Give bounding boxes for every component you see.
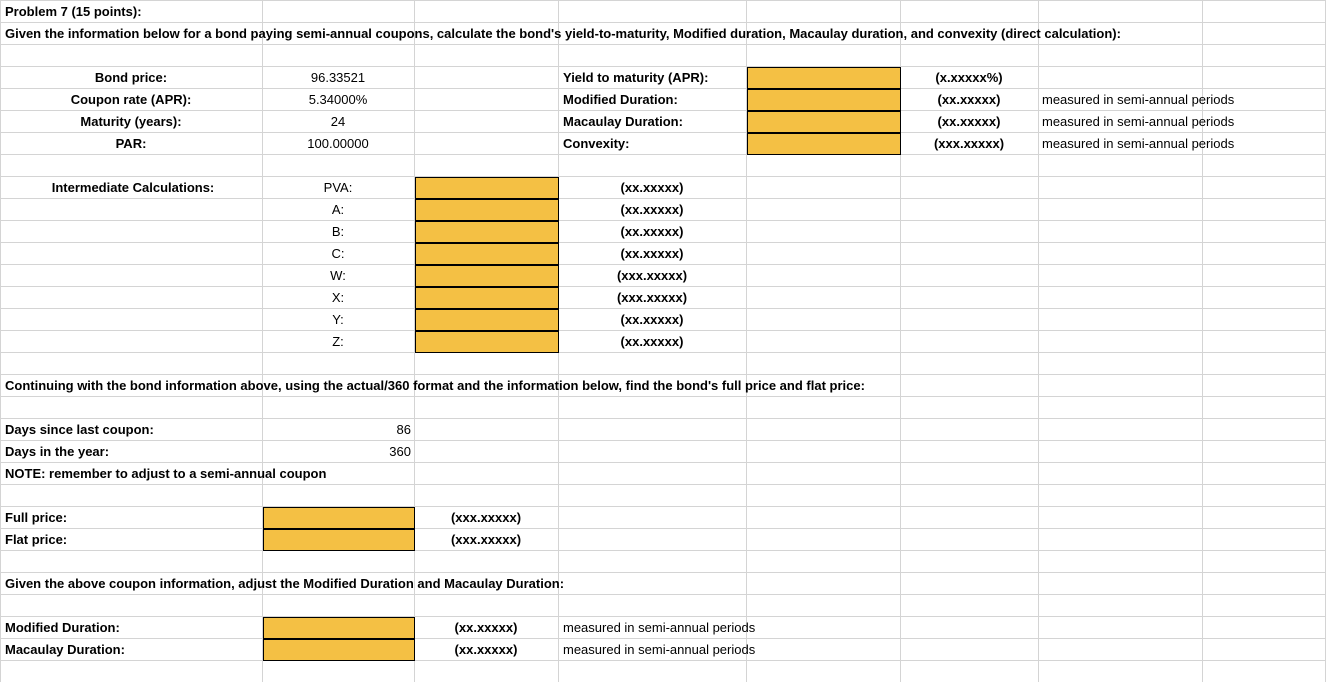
instructions: Given the information below for a bond paying semi-annual coupons, calculate the bond's yield-to-maturity, Modified duration, Macaulay duration, and convexity (direct calculation): (5, 26, 1121, 41)
intermediate-format-a: (xx.xxxxx) (620, 202, 684, 217)
intermediate-answer-cell-y[interactable] (415, 309, 559, 331)
convexity-format: (xxx.xxxxx) (933, 136, 1005, 151)
full-price-format: (xxx.xxxxx) (450, 510, 522, 525)
semi-annual-note: measured in semi-annual periods (563, 620, 756, 635)
flat-price-label: Flat price: (5, 532, 68, 547)
intermediate-label-b: B: (331, 224, 345, 239)
intermediate-format-z: (xx.xxxxx) (620, 334, 684, 349)
semi-annual-note: measured in semi-annual periods (1042, 136, 1235, 151)
intermediate-label-c: C: (331, 246, 345, 261)
ytm-answer-cell[interactable] (747, 67, 901, 89)
intermediate-answer-cell-z[interactable] (415, 331, 559, 353)
intermediate-answer-cell-a[interactable] (415, 199, 559, 221)
adjusted-modified-duration-answer-cell[interactable] (263, 617, 415, 639)
bond-price-label: Bond price: (94, 70, 168, 85)
intermediate-label-x: X: (331, 290, 345, 305)
adjusted-instructions: Given the above coupon information, adjust the Modified Duration and Macaulay Duration: (5, 576, 565, 591)
intermediate-label-y: Y: (332, 312, 344, 327)
maturity-value: 24 (330, 114, 346, 129)
adjusted-modified-duration-format: (xx.xxxxx) (454, 620, 518, 635)
intermediate-format-x: (xxx.xxxxx) (616, 290, 688, 305)
intermediate-format-pva: (xx.xxxxx) (620, 180, 684, 195)
ytm-format: (x.xxxxx%) (935, 70, 1003, 85)
modified-duration-answer-cell[interactable] (747, 89, 901, 111)
intermediate-answer-cell-x[interactable] (415, 287, 559, 309)
modified-duration-label: Modified Duration: (563, 92, 678, 107)
semi-annual-note: measured in semi-annual periods (1042, 92, 1235, 107)
column-gridline (1038, 0, 1039, 682)
ytm-label: Yield to maturity (APR): (563, 70, 709, 85)
intermediate-format-y: (xx.xxxxx) (620, 312, 684, 327)
intermediate-format-c: (xx.xxxxx) (620, 246, 684, 261)
intermediate-answer-cell-w[interactable] (415, 265, 559, 287)
days-in-year-label: Days in the year: (5, 444, 110, 459)
intermediate-heading: Intermediate Calculations: (51, 180, 215, 195)
macaulay-duration-label: Macaulay Duration: (563, 114, 683, 129)
intermediate-label-a: A: (331, 202, 345, 217)
full-price-answer-cell[interactable] (263, 507, 415, 529)
problem-title: Problem 7 (15 points): (5, 4, 142, 19)
coupon-rate-label: Coupon rate (APR): (70, 92, 192, 107)
adjusted-macaulay-duration-label: Macaulay Duration: (5, 642, 125, 657)
days-since-coupon-label: Days since last coupon: (5, 422, 154, 437)
semi-annual-adjust-note: NOTE: remember to adjust to a semi-annual coupon (5, 466, 327, 481)
macaulay-duration-format: (xx.xxxxx) (937, 114, 1001, 129)
intermediate-answer-cell-pva[interactable] (415, 177, 559, 199)
par-value: 100.00000 (307, 136, 369, 151)
accrued-instructions: Continuing with the bond information above, using the actual/360 format and the information below, find the bond's full price and flat price: (5, 378, 865, 393)
flat-price-format: (xxx.xxxxx) (450, 532, 522, 547)
convexity-label: Convexity: (563, 136, 630, 151)
macaulay-duration-answer-cell[interactable] (747, 111, 901, 133)
days-in-year-value: 360 (389, 444, 411, 459)
adjusted-modified-duration-label: Modified Duration: (5, 620, 120, 635)
flat-price-answer-cell[interactable] (263, 529, 415, 551)
bond-price-value: 96.33521 (310, 70, 366, 85)
intermediate-format-b: (xx.xxxxx) (620, 224, 684, 239)
intermediate-answer-cell-c[interactable] (415, 243, 559, 265)
full-price-label: Full price: (5, 510, 68, 525)
intermediate-label-w: W: (330, 268, 346, 283)
adjusted-macaulay-duration-format: (xx.xxxxx) (454, 642, 518, 657)
intermediate-label-z: Z: (332, 334, 344, 349)
adjusted-macaulay-duration-answer-cell[interactable] (263, 639, 415, 661)
semi-annual-note: measured in semi-annual periods (563, 642, 756, 657)
intermediate-format-w: (xxx.xxxxx) (616, 268, 688, 283)
par-label: PAR: (115, 136, 147, 151)
intermediate-label-pva: PVA: (323, 180, 353, 195)
modified-duration-format: (xx.xxxxx) (937, 92, 1001, 107)
maturity-label: Maturity (years): (80, 114, 182, 129)
semi-annual-note: measured in semi-annual periods (1042, 114, 1235, 129)
intermediate-answer-cell-b[interactable] (415, 221, 559, 243)
coupon-rate-value: 5.34000% (308, 92, 368, 107)
days-since-coupon-value: 86 (396, 422, 411, 437)
convexity-answer-cell[interactable] (747, 133, 901, 155)
